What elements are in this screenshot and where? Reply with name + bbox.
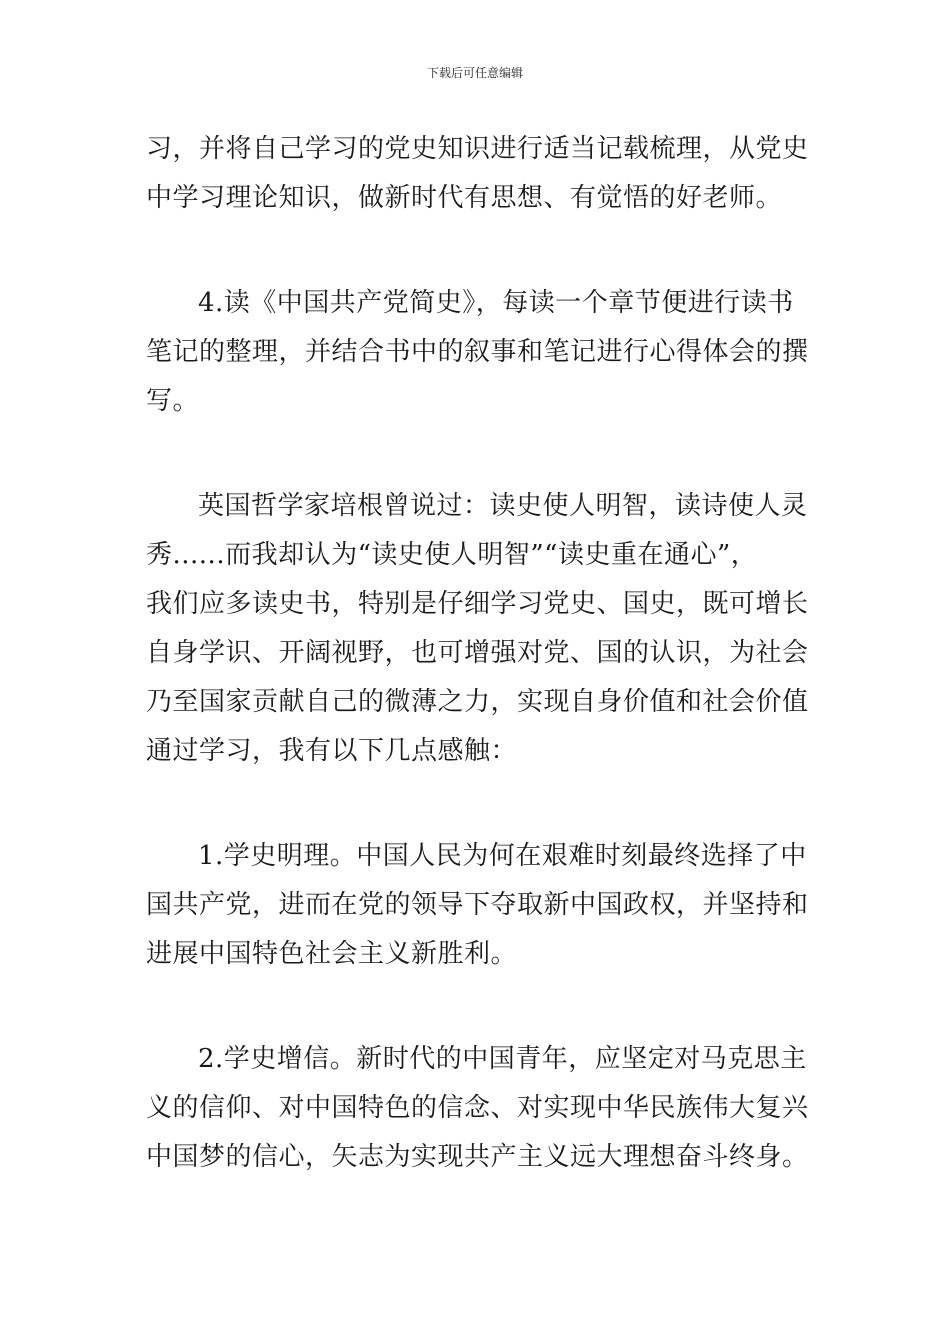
paragraph-point-1: [146, 832, 816, 979]
text-line: 秀......而我却认为“读史使人明智”“读史重在通心”，: [146, 540, 758, 570]
text-line: 国共产党，进而在党的领导下夺取新中国政权，并坚持和: [146, 890, 809, 920]
page-header: 下载后可任意编辑: [426, 66, 523, 80]
text-line: 习，并将自己学习的党史知识进行适当记载梳理，从党史: [146, 134, 809, 164]
text-line: 我们应多读史书，特别是仔细学习党史、国史，既可增长: [146, 589, 809, 619]
text-line: 4.读《中国共产党简史》，每读一个章节便进行读书: [198, 288, 794, 318]
text-line: 通过学习，我有以下几点感触：: [146, 736, 518, 766]
text-line: 乃至国家贡献自己的微薄之力，实现自身价值和社会价值: [146, 687, 809, 717]
text-line: 义的信仰、对中国特色的信念、对实现中华民族伟大复兴: [146, 1093, 809, 1123]
text-line: 2.学史增信。新时代的中国青年，应坚定对马克思主: [198, 1044, 807, 1074]
text-line: 笔记的整理，并结合书中的叙事和笔记进行心得体会的撰: [146, 337, 809, 367]
paragraph-gap: [146, 223, 816, 279]
text-line: 中国梦的信心，矢志为实现共产主义远大理想奋斗终身。: [146, 1142, 809, 1172]
text-line: 进展中国特色社会主义新胜利。: [146, 939, 518, 969]
text-line: 英国哲学家培根曾说过：读史使人明智，读诗使人灵: [198, 491, 808, 521]
paragraph-item-4: [146, 279, 816, 426]
paragraph-gap: [146, 426, 816, 482]
paragraph-gap: [146, 776, 816, 832]
paragraph-bacon-quote: [146, 482, 816, 776]
paragraph-point-2: [146, 1035, 816, 1182]
paragraph-gap: [146, 979, 816, 1035]
text-line: 自身学识、开阔视野，也可增强对党、国的认识，为社会: [146, 638, 809, 668]
document-body: [146, 125, 816, 1182]
paragraph-continuation: [146, 125, 816, 223]
text-line: 1.学史明理。中国人民为何在艰难时刻最终选择了中: [198, 841, 807, 871]
text-line: 中学习理论知识，做新时代有思想、有觉悟的好老师。: [146, 183, 783, 213]
text-line: 写。: [146, 386, 200, 416]
